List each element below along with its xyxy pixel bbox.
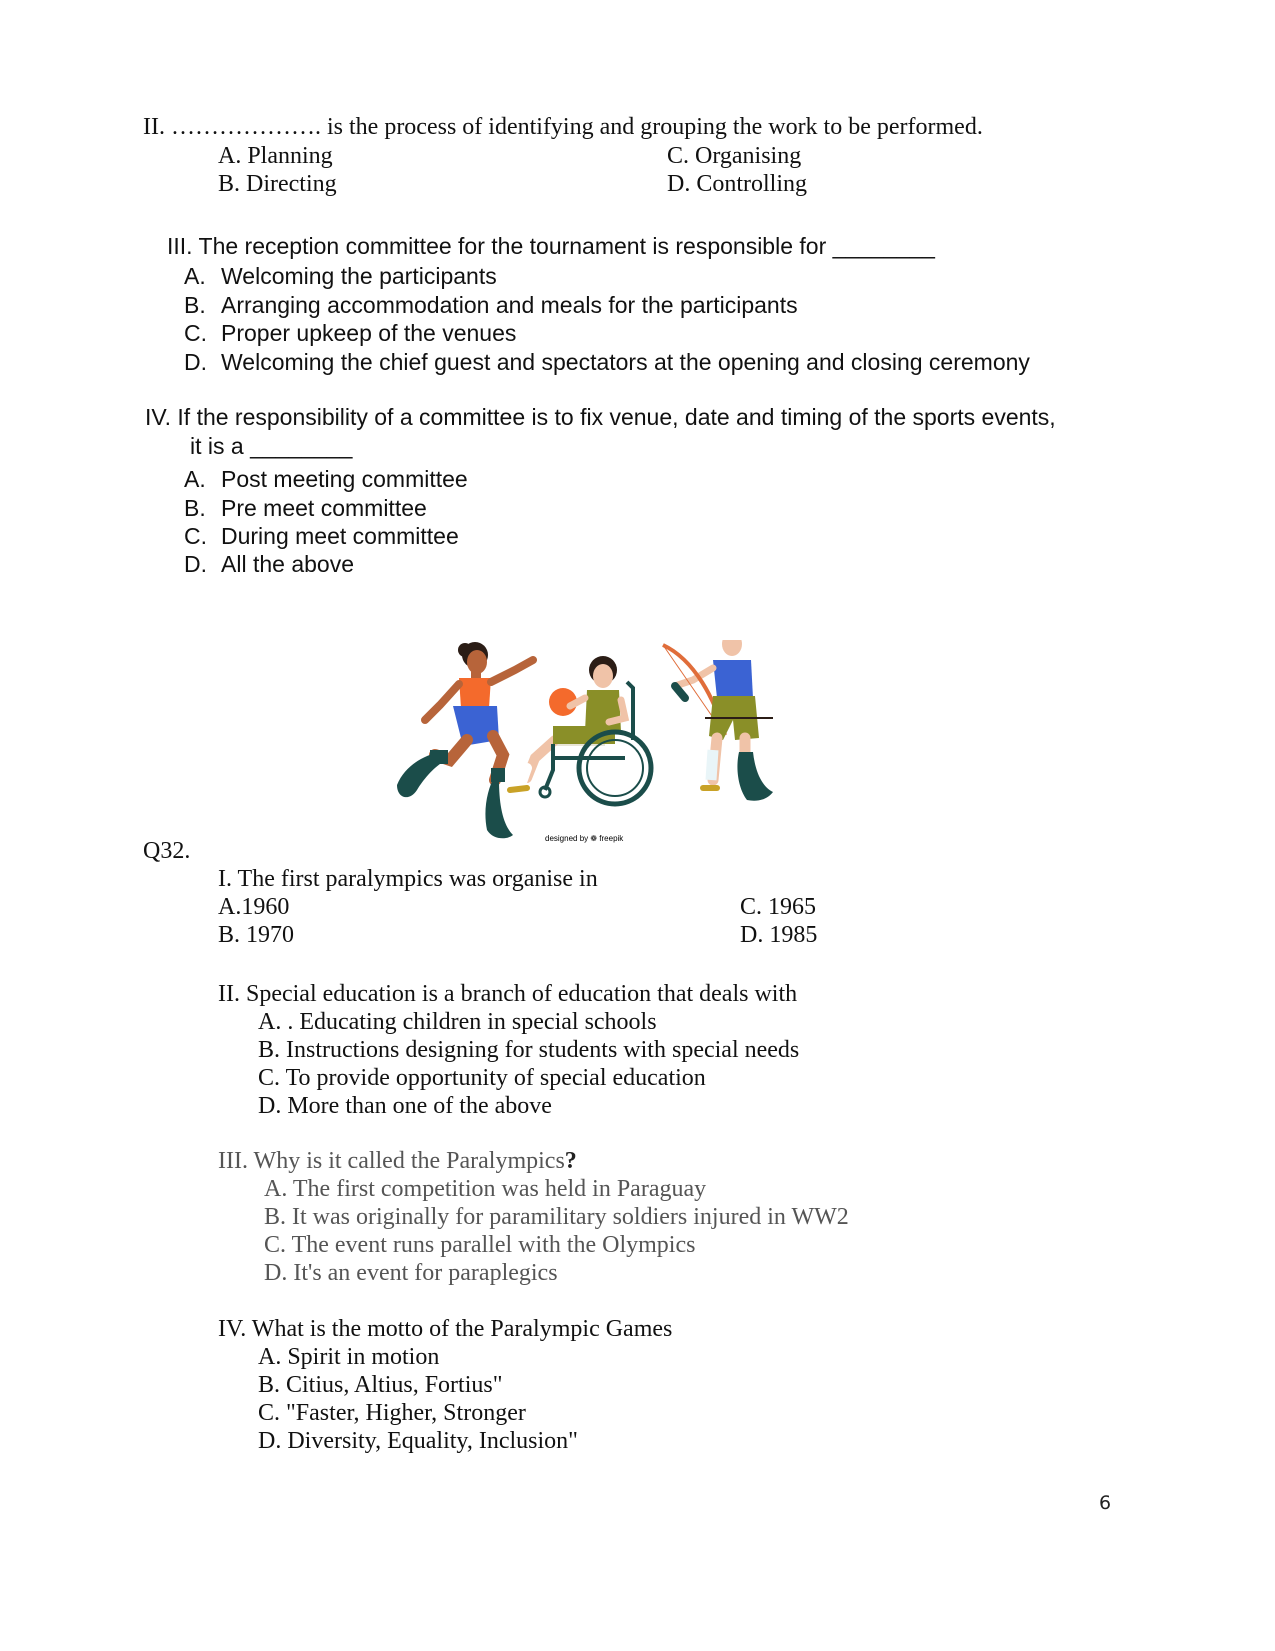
q4-option-text: During meet committee	[221, 523, 459, 549]
runner-figure	[397, 642, 533, 838]
q32-part2-option: B. Instructions designing for students with special needs	[258, 1037, 800, 1063]
q3-option-letter: D.	[184, 349, 207, 375]
q4-option	[184, 551, 354, 578]
q3-option-text: Arranging accommodation and meals for the participants	[221, 292, 798, 318]
q32-part3-question-text: III. Why is it called the Paralympics	[218, 1148, 565, 1174]
q4-option	[184, 495, 427, 522]
illustration-credit: designed by ❁ freepik	[545, 834, 624, 843]
q2-option-d: D. Controlling	[667, 171, 808, 197]
q32-part3-option: D. It's an event for paraplegics	[264, 1260, 558, 1286]
q4-question-line2: it is a ________	[190, 433, 353, 459]
q32-part3-option: A. The first competition was held in Paraguay	[264, 1176, 707, 1202]
q32-part3-option: B. It was originally for paramilitary soldiers injured in WW2	[264, 1204, 849, 1230]
q4-option	[184, 466, 468, 493]
q32-part2-option: C. To provide opportunity of special education	[258, 1065, 706, 1091]
q3-question: III. The reception committee for the tournament is responsible for ________	[167, 233, 935, 259]
q3-option-letter: C.	[184, 320, 207, 346]
q32-part2-option: D. More than one of the above	[258, 1093, 552, 1119]
q32-part1-option-a: A.1960	[218, 894, 290, 920]
q3-option-letter: B.	[184, 292, 206, 318]
q32-part1-question: I. The first paralympics was organise in	[218, 866, 598, 892]
q32-part3-question	[218, 1148, 577, 1175]
q32-part4-option: A. Spirit in motion	[258, 1344, 440, 1370]
q4-question-line1: IV. If the responsibility of a committee is to fix venue, date and timing of the sports events,	[145, 404, 1056, 430]
q4-option-text: Post meeting committee	[221, 466, 468, 492]
q4-option-letter: B.	[184, 495, 206, 521]
q3-option-text: Proper upkeep of the venues	[221, 320, 517, 346]
archer-figure	[663, 640, 773, 801]
q32-part3-question-mark: ?	[564, 1148, 577, 1174]
q2-question: II. ………………. is the process of identifying and grouping the work to be performed.	[143, 114, 983, 140]
q4-option	[184, 523, 459, 550]
page-number: 6	[1099, 1492, 1112, 1514]
q3-option-text: Welcoming the chief guest and spectators at the opening and closing ceremony	[221, 349, 1030, 375]
q3-option	[184, 263, 497, 290]
q32-part4-option: B. Citius, Altius, Fortius"	[258, 1372, 503, 1398]
q32-part1-option-b: B. 1970	[218, 922, 295, 948]
q2-option-a: A. Planning	[218, 143, 333, 169]
q3-option	[184, 320, 516, 347]
q3-option	[184, 349, 1030, 376]
q32-part2-question: II. Special education is a branch of education that deals with	[218, 981, 798, 1007]
q4-option-text: All the above	[221, 551, 354, 577]
wheelchair-figure	[510, 656, 651, 804]
para-athletes-illustration	[395, 640, 815, 855]
q32-part4-option: D. Diversity, Equality, Inclusion"	[258, 1428, 578, 1454]
q32-part2-option: A. . Educating children in special schools	[258, 1009, 657, 1035]
q2-option-b: B. Directing	[218, 171, 337, 197]
q4-option-text: Pre meet committee	[221, 495, 427, 521]
q32-label: Q32.	[143, 838, 191, 864]
q4-option-letter: A.	[184, 466, 206, 492]
q32-part1-option-d: D. 1985	[740, 922, 818, 948]
q2-option-c: C. Organising	[667, 143, 802, 169]
q32-part3-option: C. The event runs parallel with the Olympics	[264, 1232, 696, 1258]
q4-option-letter: C.	[184, 523, 207, 549]
q32-part4-option: C. "Faster, Higher, Stronger	[258, 1400, 526, 1426]
q3-option-text: Welcoming the participants	[221, 263, 497, 289]
q4-option-letter: D.	[184, 551, 207, 577]
q32-part4-question: IV. What is the motto of the Paralympic Games	[218, 1316, 673, 1342]
q32-part1-option-c: C. 1965	[740, 894, 817, 920]
q3-option	[184, 292, 798, 319]
q3-option-letter: A.	[184, 263, 206, 289]
